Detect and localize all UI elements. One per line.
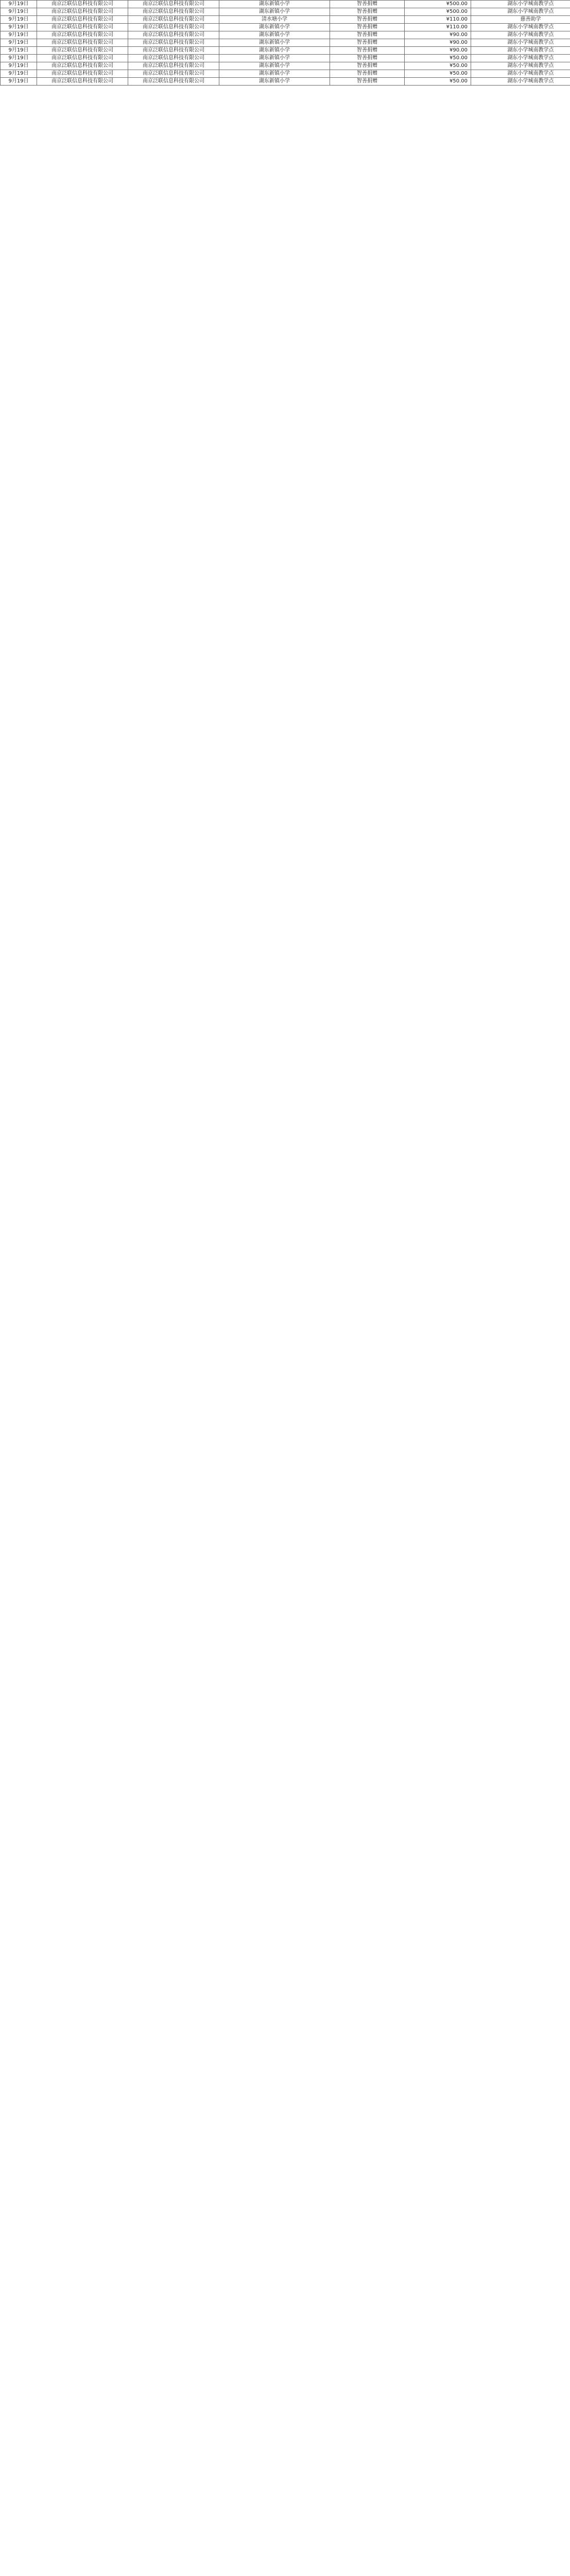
row-payment-type: 智善捐赠 (330, 55, 405, 62)
row-donor: 南京泛联信息科技有限公司 (37, 16, 128, 24)
row-project: 湖东小学城南教学点 (471, 62, 570, 70)
ledger-row (1, 16, 570, 24)
row-note: 湖东新镇小学 (219, 39, 330, 47)
row-amount: ¥500.00 (405, 1, 471, 8)
row-date: 9月19日 (1, 55, 37, 62)
row-note: 清水塘小学 (219, 16, 330, 24)
row-project: 湖东小学城南教学点 (471, 1, 570, 8)
row-date: 9月19日 (1, 78, 37, 86)
row-amount: ¥50.00 (405, 70, 471, 78)
ledger-row (1, 39, 570, 47)
row-donor: 南京泛联信息科技有限公司 (37, 70, 128, 78)
row-payer: 南京泛联信息科技有限公司 (128, 16, 219, 24)
row-amount: ¥50.00 (405, 55, 471, 62)
row-payment-type: 智善捐赠 (330, 78, 405, 86)
ledger-row (1, 8, 570, 16)
donation-ledger-table (0, 0, 570, 86)
row-donor: 南京泛联信息科技有限公司 (37, 8, 128, 16)
row-project: 湖东小学城南教学点 (471, 31, 570, 39)
row-note: 湖东新镇小学 (219, 78, 330, 86)
row-amount: ¥110.00 (405, 24, 471, 31)
ledger-body (1, 1, 570, 86)
row-donor: 南京泛联信息科技有限公司 (37, 78, 128, 86)
row-date: 9月19日 (1, 39, 37, 47)
row-payer: 南京泛联信息科技有限公司 (128, 47, 219, 55)
row-donor: 南京泛联信息科技有限公司 (37, 39, 128, 47)
row-amount: ¥90.00 (405, 39, 471, 47)
ledger-row (1, 31, 570, 39)
row-payment-type: 智善捐赠 (330, 31, 405, 39)
ledger-row (1, 24, 570, 31)
row-amount: ¥50.00 (405, 78, 471, 86)
row-note: 湖东新镇小学 (219, 1, 330, 8)
row-payment-type: 智善捐赠 (330, 24, 405, 31)
ledger-row (1, 47, 570, 55)
row-project: 湖东小学城南教学点 (471, 55, 570, 62)
row-date: 9月19日 (1, 31, 37, 39)
row-payer: 南京泛联信息科技有限公司 (128, 39, 219, 47)
row-donor: 南京泛联信息科技有限公司 (37, 62, 128, 70)
row-date: 9月19日 (1, 70, 37, 78)
row-donor: 南京泛联信息科技有限公司 (37, 47, 128, 55)
row-payer: 南京泛联信息科技有限公司 (128, 55, 219, 62)
row-payment-type: 智善捐赠 (330, 16, 405, 24)
row-note: 湖东新镇小学 (219, 47, 330, 55)
row-payment-type: 智善捐赠 (330, 70, 405, 78)
row-payment-type: 智善捐赠 (330, 8, 405, 16)
row-project: 湖东小学城南教学点 (471, 70, 570, 78)
row-note: 湖东新镇小学 (219, 55, 330, 62)
ledger-row (1, 62, 570, 70)
row-project: 湖东小学城南教学点 (471, 24, 570, 31)
ledger-row (1, 55, 570, 62)
row-note: 湖东新镇小学 (219, 8, 330, 16)
row-payment-type: 智善捐赠 (330, 47, 405, 55)
row-payer: 南京泛联信息科技有限公司 (128, 31, 219, 39)
row-payer: 南京泛联信息科技有限公司 (128, 78, 219, 86)
ledger-row (1, 1, 570, 8)
row-note: 湖东新镇小学 (219, 70, 330, 78)
row-date: 9月19日 (1, 16, 37, 24)
row-project: 慈善助学 (471, 16, 570, 24)
row-date: 9月19日 (1, 1, 37, 8)
row-note: 湖东新镇小学 (219, 62, 330, 70)
row-payer: 南京泛联信息科技有限公司 (128, 8, 219, 16)
row-payer: 南京泛联信息科技有限公司 (128, 62, 219, 70)
row-payer: 南京泛联信息科技有限公司 (128, 1, 219, 8)
ledger-row (1, 78, 570, 86)
row-donor: 南京泛联信息科技有限公司 (37, 1, 128, 8)
row-note: 湖东新镇小学 (219, 31, 330, 39)
row-project: 湖东小学城南教学点 (471, 47, 570, 55)
row-date: 9月19日 (1, 24, 37, 31)
row-date: 9月19日 (1, 8, 37, 16)
row-date: 9月19日 (1, 47, 37, 55)
row-note: 湖东新镇小学 (219, 24, 330, 31)
row-amount: ¥90.00 (405, 31, 471, 39)
row-amount: ¥50.00 (405, 62, 471, 70)
row-project: 湖东小学城南教学点 (471, 8, 570, 16)
row-amount: ¥110.00 (405, 16, 471, 24)
row-payment-type: 智善捐赠 (330, 39, 405, 47)
row-payment-type: 智善捐赠 (330, 62, 405, 70)
row-amount: ¥90.00 (405, 47, 471, 55)
row-date: 9月19日 (1, 62, 37, 70)
row-project: 湖东小学城南教学点 (471, 39, 570, 47)
row-donor: 南京泛联信息科技有限公司 (37, 24, 128, 31)
row-payer: 南京泛联信息科技有限公司 (128, 24, 219, 31)
row-payer: 南京泛联信息科技有限公司 (128, 70, 219, 78)
row-project: 湖东小学城南教学点 (471, 78, 570, 86)
row-donor: 南京泛联信息科技有限公司 (37, 31, 128, 39)
row-donor: 南京泛联信息科技有限公司 (37, 55, 128, 62)
row-amount: ¥500.00 (405, 8, 471, 16)
row-payment-type: 智善捐赠 (330, 1, 405, 8)
ledger-row (1, 70, 570, 78)
